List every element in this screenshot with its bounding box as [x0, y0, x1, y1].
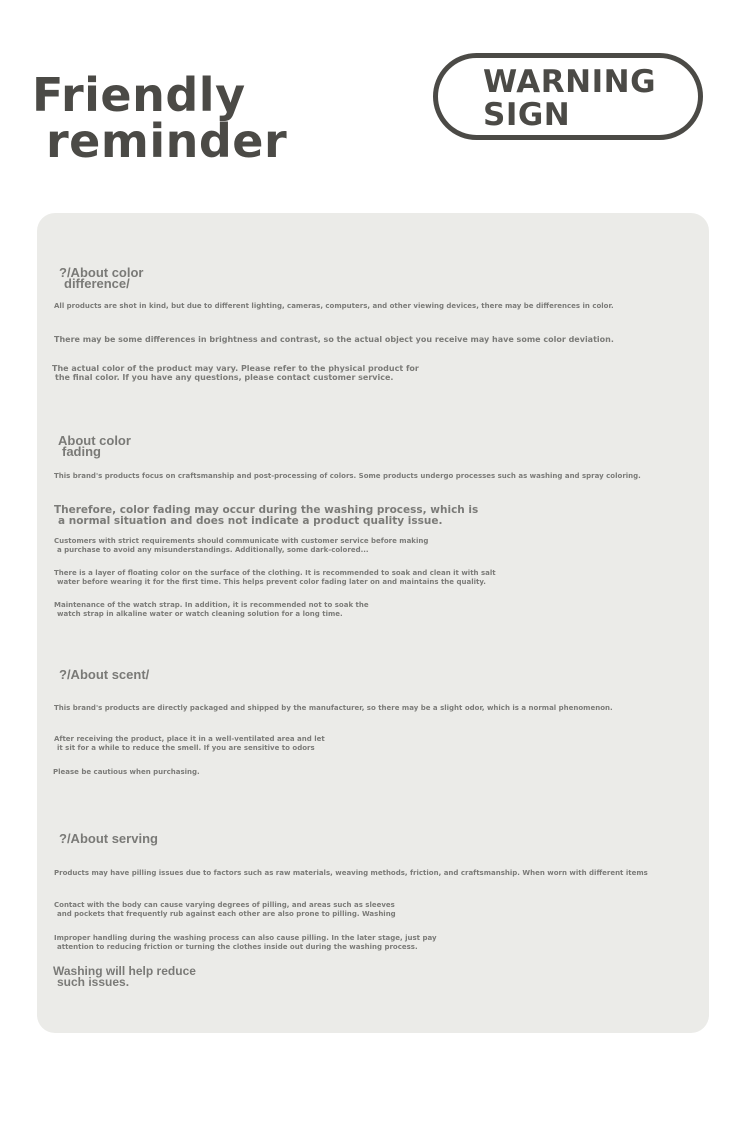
paragraph: [54, 735, 325, 753]
warning-sign-line-2: SIGN: [483, 97, 571, 133]
section-title-color-fading: [58, 435, 131, 457]
paragraph-line: The actual color of the product may vary. Please refer to the physical product for: [52, 364, 419, 373]
section-title-color-difference: [59, 267, 144, 289]
paragraph-line: This brand's products focus on craftsmanship and post-processing of colors. Some products undergo processes such as washing and spray coloring.: [54, 472, 641, 480]
paragraph-line: Products may have pilling issues due to factors such as raw materials, weaving methods, friction, and craftsmanship. When worn with different items: [54, 869, 648, 877]
paragraph: [54, 901, 396, 919]
paragraph-line: and pockets that frequently rub against each other are also prone to pilling. Washing: [57, 910, 396, 918]
paragraph-line: the final color. If you have any questions, please contact customer service.: [55, 373, 394, 382]
paragraph-line: a normal situation and does not indicate a product quality issue.: [58, 515, 443, 527]
reminder-card: [37, 213, 709, 1033]
paragraph-line: watch strap in alkaline water or watch cleaning solution for a long time.: [57, 610, 343, 618]
paragraph: [52, 364, 419, 382]
warning-sign-text: [483, 66, 656, 132]
paragraph: [54, 505, 478, 527]
paragraph: [54, 934, 437, 952]
paragraph-line: attention to reducing friction or turning the clothes inside out during the washing process.: [57, 943, 418, 951]
paragraph-line: There may be some differences in brightness and contrast, so the actual object you receive may have some color deviation.: [54, 335, 614, 344]
paragraph: [54, 704, 613, 713]
paragraph-line: This brand's products are directly packaged and shipped by the manufacturer, so there may be a slight odor, which is a normal phenomenon.: [54, 704, 613, 712]
paragraph: [54, 335, 614, 344]
paragraph-line: it sit for a while to reduce the smell. If you are sensitive to odors: [57, 744, 315, 752]
paragraph: [54, 537, 428, 555]
paragraph: [54, 601, 369, 619]
paragraph-line: Maintenance of the watch strap. In addition, it is recommended not to soak the: [54, 601, 369, 609]
paragraph: [54, 472, 641, 481]
paragraph-line: water before wearing it for the first time. This helps prevent color fading later on and maintains the quality.: [57, 578, 486, 586]
paragraph-line: All products are shot in kind, but due to different lighting, cameras, computers, and other viewing devices, there may be differences in color.: [54, 302, 614, 310]
paragraph-line: After receiving the product, place it in a well-ventilated area and let: [54, 735, 325, 743]
paragraph: [54, 869, 648, 878]
page-title-line-1: Friendly: [32, 68, 246, 122]
section-title-line: ?/About scent/: [59, 667, 150, 682]
closing-note: [53, 966, 196, 988]
paragraph: [54, 302, 614, 311]
section-title-line: fading: [62, 444, 101, 459]
paragraph: [53, 768, 200, 777]
paragraph-line: Please be cautious when purchasing.: [53, 768, 200, 776]
section-title-scent: [59, 669, 149, 680]
section-title-serving: [59, 833, 158, 844]
closing-note-line: such issues.: [57, 975, 130, 989]
closing-note-line: Washing will help reduce: [53, 964, 196, 978]
warning-sign-badge: [433, 53, 703, 140]
paragraph-line: a purchase to avoid any misunderstandings. Additionally, some dark-colored...: [57, 546, 369, 554]
page-title: [32, 68, 288, 168]
paragraph-line: There is a layer of floating color on the surface of the clothing. It is recommended to soak and clean it with salt: [54, 569, 496, 577]
warning-sign-line-1: WARNING: [483, 64, 657, 100]
paragraph-line: Customers with strict requirements should communicate with customer service before making: [54, 537, 429, 545]
section-title-line: ?/About serving: [59, 831, 158, 846]
paragraph: [54, 569, 496, 587]
section-title-line: ?/About color: [59, 265, 144, 280]
paragraph-line: Improper handling during the washing process can also cause pilling. In the later stage, just pay: [54, 934, 437, 942]
paragraph-line: Contact with the body can cause varying degrees of pilling, and areas such as sleeves: [54, 901, 395, 909]
section-title-line: About color: [58, 433, 131, 448]
paragraph-line: Therefore, color fading may occur during the washing process, which is: [54, 504, 479, 516]
page-title-line-2: reminder: [46, 114, 288, 168]
section-title-line: difference/: [64, 276, 130, 291]
